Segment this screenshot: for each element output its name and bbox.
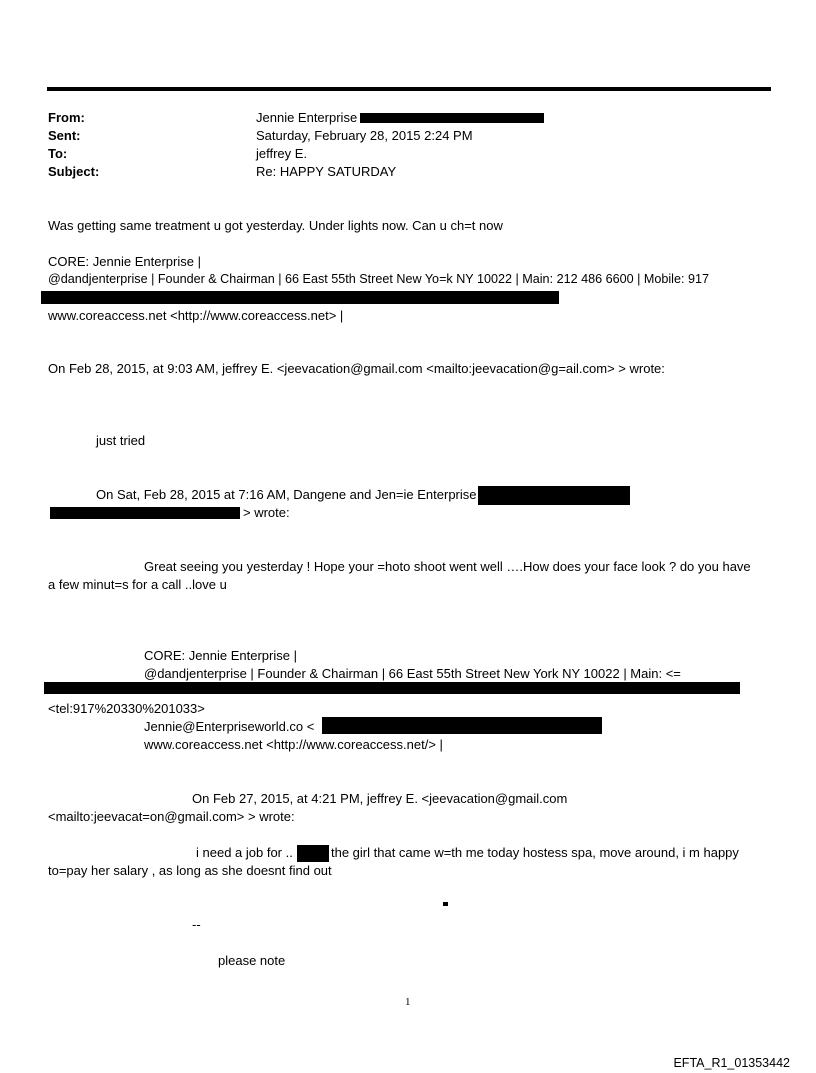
quote1-text: just tried (96, 433, 146, 448)
redaction-bar (50, 507, 240, 519)
redaction-bar (44, 682, 740, 694)
page-number: 1 (405, 996, 411, 1008)
redaction-bar (41, 291, 559, 304)
quote3-text-part1: i need a job for .. (196, 845, 293, 860)
from-value: Jennie Enterprise (256, 110, 358, 125)
quote1-header: On Feb 28, 2015, at 9:03 AM, jeffrey E. <jeevacation@gmail.com <mailto:jeevacation@g=ail.com> > wrote: (48, 361, 665, 376)
top-rule (47, 87, 771, 91)
quote2-text-line2: a few minut=s for a call ..love u (48, 577, 227, 592)
quote2-text-line1: Great seeing you yesterday ! Hope your =hoto shoot went well ….How does your face look ? do you have (144, 559, 751, 574)
quote3-text-line2: to=pay her salary , as long as she doesnt find out (48, 863, 332, 878)
quote2-header: On Sat, Feb 28, 2015 at 7:16 AM, Dangene and Jen=ie Enterprise (96, 487, 477, 502)
sent-value: Saturday, February 28, 2015 2:24 PM (256, 128, 473, 143)
subject-label: Subject: (48, 164, 100, 179)
signature1-line1: CORE: Jennie Enterprise | (48, 254, 201, 269)
signature2-line1: CORE: Jennie Enterprise | (144, 648, 297, 663)
redaction-bar (478, 486, 630, 505)
quote3-header-line2: <mailto:jeevacat=on@gmail.com> > wrote: (48, 809, 295, 824)
to-label: To: (48, 146, 68, 161)
to-value: jeffrey E. (256, 146, 308, 161)
body-line1: Was getting same treatment u got yesterday. Under lights now. Can u ch=t now (48, 218, 503, 233)
quote3-header-line1: On Feb 27, 2015, at 4:21 PM, jeffrey E. <jeevacation@gmail.com (192, 791, 568, 806)
signature2-line4: Jennie@Enterpriseworld.co < (144, 719, 315, 734)
subject-value: Re: HAPPY SATURDAY (256, 164, 397, 179)
redaction-bar (297, 845, 329, 862)
document-id: EFTA_R1_01353442 (673, 1056, 790, 1070)
signature2-line3: <tel:917%20330%201033> (48, 701, 205, 716)
quote3-text-part2: the girl that came w=th me today hostess spa, move around, i m happy (331, 845, 739, 860)
from-label: From: (48, 110, 85, 125)
signature1-line3: www.coreaccess.net <http://www.coreaccess.net> | (48, 308, 344, 323)
dashes: -- (192, 917, 201, 932)
signature2-line5: www.coreaccess.net <http://www.coreaccess.net/> | (144, 737, 443, 752)
redaction-mark (443, 902, 448, 906)
redaction-bar (360, 113, 544, 123)
sent-label: Sent: (48, 128, 81, 143)
redaction-bar (322, 717, 602, 734)
signature2-line2: @dandjenterprise | Founder & Chairman | 66 East 55th Street New York NY 10022 | Main: <= (144, 666, 681, 681)
please-note: please note (218, 953, 286, 968)
quote2-header-cont: > wrote: (243, 505, 290, 520)
signature1-line2: @dandjenterprise | Founder & Chairman | 66 East 55th Street New Yo=k NY 10022 | Main: 212 486 6600 | Mobile: 917 (48, 272, 709, 286)
